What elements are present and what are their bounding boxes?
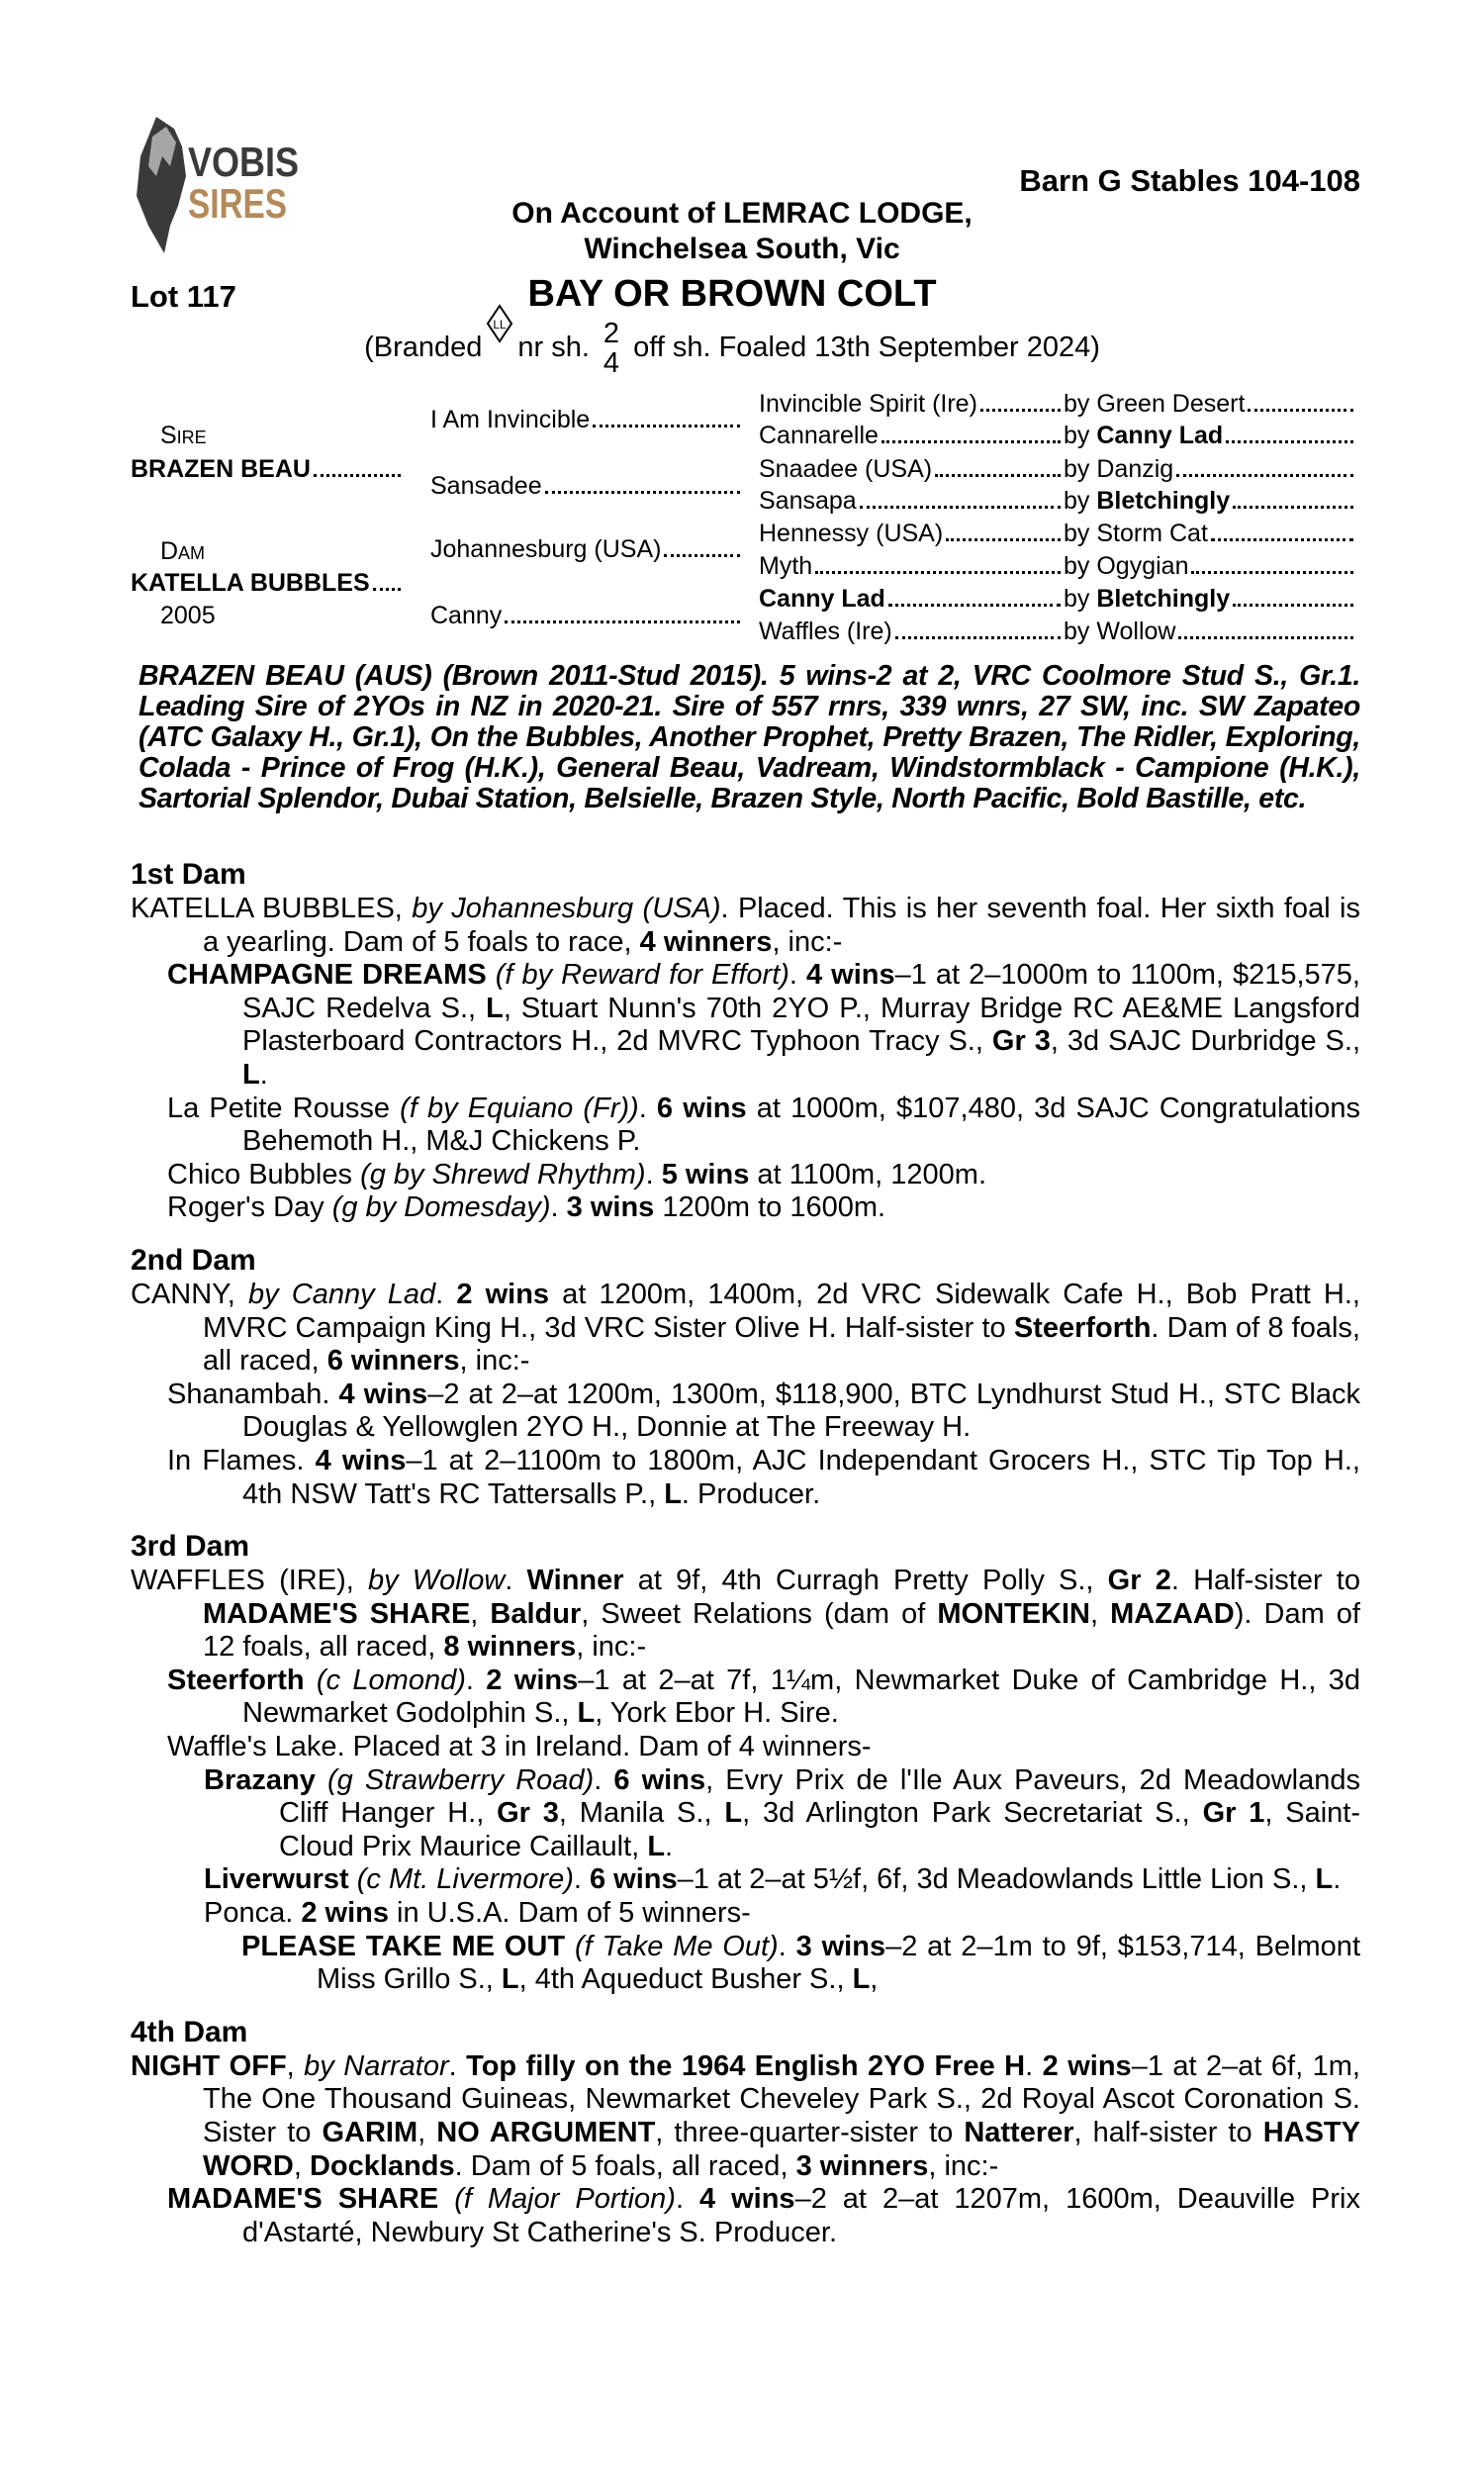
by-label: by	[1064, 487, 1097, 515]
text: at 9f, 4th Curragh Pretty Polly S.,	[623, 1565, 1108, 1597]
bold-text: Liverwurst	[204, 1863, 349, 1896]
text: –1 at 2–1100m to 1800m, AJC Independant Grocers H., STC Tip Top H., 4th NSW Tatt's RC Tattersalls P.,	[242, 1444, 1360, 1510]
great-grandparent-name: Invincible Spirit (Ire)	[759, 390, 977, 418]
by-label: by	[1064, 552, 1097, 580]
by-label: by	[1064, 422, 1097, 449]
bold-text: 4 wins	[806, 959, 895, 992]
progeny-entry	[131, 1159, 1360, 1192]
great-grandsire-name: Canny Lad	[1096, 422, 1224, 449]
text: CANNY,	[131, 1278, 248, 1310]
progeny-entry	[131, 1863, 1360, 1897]
text: WAFFLES (IRE),	[131, 1565, 368, 1597]
dam-name	[131, 568, 403, 598]
bold-text: L	[1315, 1863, 1334, 1896]
text: .	[665, 1830, 674, 1862]
great-grandparent	[759, 617, 1063, 646]
text: .	[778, 1930, 796, 1962]
text: .	[550, 1191, 567, 1224]
text: –1 at 2–1000m to 1100m, $215,575, SAJC Redelva S.,	[242, 959, 1360, 1024]
bold-text: L	[577, 1697, 596, 1730]
bold-text: 4 wins	[698, 2183, 795, 2216]
by-label: by	[1064, 455, 1097, 483]
progeny-entry	[131, 1093, 1360, 1159]
brand-fraction	[603, 319, 619, 378]
italic-text: by Narrator	[304, 2049, 449, 2082]
great-grandsire	[1064, 551, 1355, 581]
dam-name-text: KATELLA BUBBLES	[131, 569, 370, 597]
text: –2 at 2–at 1200m, 1300m, $118,900, BTC Lyndhurst Stud H., STC Black Douglas & Yellowglen 2YO H., Donnie at The Freeway H.	[242, 1378, 1360, 1444]
text: .	[435, 1278, 457, 1310]
italic-text: (g Strawberry Road)	[315, 1763, 595, 1796]
text: –1 at 2–at 5½f, 6f, 3d Meadowlands Little Lion S.,	[677, 1863, 1316, 1896]
great-grandsire	[1064, 584, 1355, 614]
italic-text: (c Mt. Livermore)	[348, 1863, 574, 1896]
text: Ponca.	[204, 1897, 302, 1930]
bold-text: NO ARGUMENT	[436, 2117, 656, 2148]
text: , Sweet Relations (dam of	[581, 1597, 938, 1630]
great-grandparent	[759, 519, 1063, 548]
text: .	[594, 1763, 614, 1796]
section-heading: 1st Dam	[131, 858, 246, 891]
great-grandparent-name: Canny Lad	[759, 585, 885, 613]
dam-year: 2005	[160, 602, 216, 629]
text: , Evry Prix de l'Ile Aux Paveurs, 2d Meadowlands Cliff Hanger H.,	[279, 1763, 1360, 1830]
bold-text: 2 wins	[301, 1897, 389, 1930]
bold-text: 8 winners	[443, 1631, 577, 1664]
text: –2 at 2–1m to 9f, $153,714, Belmont Miss Grillo S.,	[317, 1930, 1360, 1996]
grandparent-name: I Am Invincible	[430, 406, 591, 433]
bold-text: Gr 1	[1202, 1797, 1265, 1830]
dam-section	[131, 2015, 1360, 2250]
great-grandparent	[759, 551, 1063, 581]
great-grandsire-name: Ogygian	[1096, 552, 1189, 580]
text: , inc:-	[576, 1631, 647, 1664]
dam-section	[131, 1243, 1360, 1511]
progeny-entry	[131, 1445, 1360, 1511]
dam-entry	[131, 1565, 1360, 1665]
text: , 3d Arlington Park Secretariat S.,	[742, 1797, 1203, 1830]
brand-prefix: (Branded	[364, 332, 483, 363]
bold-text: 4 wins	[315, 1444, 407, 1476]
bold-text: CHAMPAGNE DREAMS	[167, 959, 487, 992]
text: In Flames.	[167, 1444, 316, 1476]
bold-text: Winner	[526, 1565, 624, 1597]
bold-text: MADAME'S SHARE	[167, 2183, 439, 2216]
text: in U.S.A. Dam of 5 winners-	[389, 1897, 751, 1930]
dam-entry	[131, 893, 1360, 959]
bold-text: 6 wins	[589, 1863, 678, 1896]
progeny-entry	[131, 1931, 1360, 1997]
text: . Dam of 5 foals, all raced,	[454, 2149, 796, 2182]
great-grandparent	[759, 389, 1063, 419]
bold-text: Natterer	[964, 2117, 1074, 2148]
great-grandparent	[759, 584, 1063, 614]
bold-text: 6 wins	[656, 1092, 747, 1124]
great-grandparent-name: Cannarelle	[759, 422, 879, 449]
grandparent-name: Johannesburg (USA)	[430, 535, 662, 563]
bold-text: 3 wins	[795, 1930, 886, 1962]
progeny-entry	[131, 1665, 1360, 1731]
text: . Dam of 8 foals, all raced,	[203, 1311, 1360, 1378]
grandparent	[430, 534, 742, 564]
bold-text: 6 wins	[613, 1763, 706, 1796]
brand-near-shoulder: nr sh.	[517, 332, 590, 363]
vendor	[0, 196, 1484, 267]
text: , inc:-	[772, 925, 843, 958]
dam-section	[131, 1529, 1360, 1997]
great-grandparent-name: Myth	[759, 552, 813, 580]
fraction-top: 2	[603, 318, 620, 350]
text: –1 at 2–at 6f, 1m, The One Thousand Guineas, Newmarket Cheveley Park S., 2d Royal Ascot Coronation S. Sister to	[203, 2049, 1360, 2148]
bold-text: 5 wins	[661, 1158, 750, 1190]
great-grandparent	[759, 421, 1063, 450]
bold-text: MONTEKIN	[937, 1597, 1090, 1630]
text: 1200m to 1600m.	[654, 1191, 886, 1224]
vendor-line-2: Winchelsea South, Vic	[584, 233, 900, 265]
great-grandsire-name: Wollow	[1096, 618, 1176, 645]
text: .	[259, 1058, 268, 1091]
brand-symbol: LL	[493, 318, 508, 333]
text: KATELLA BUBBLES,	[131, 893, 413, 924]
sire-summary: BRAZEN BEAU (AUS) (Brown 2011-Stud 2015). 5 wins-2 at 2, VRC Coolmore Stud S., Gr.1. Leading Sire of 2YOs in NZ in 2020-21. Sire of 557 rnrs, 339 wnrs, 27 SW, inc. SW Zapateo (ATC Galaxy H., Gr.1), On the Bubbles, Another Prophet, Pretty Brazen, The Ridler, Exploring, Colada - Prince of Frog (H.K.), General Beau, Vadream, Windstormblack - Campione (H.K.), Sartorial Splendor, Dubai Station, Belsielle, Brazen Style, North Pacific, Bold Bastille, etc.	[139, 660, 1360, 814]
great-grandparent-name: Waffles (Ire)	[759, 618, 892, 645]
bold-text: L	[242, 1058, 260, 1091]
text: .	[573, 1863, 590, 1896]
text: , Saint-Cloud Prix Maurice Caillault,	[279, 1797, 1361, 1862]
great-grandsire	[1064, 454, 1355, 484]
text: . Half-sister to	[1170, 1565, 1360, 1597]
progeny-entry	[131, 2183, 1360, 2249]
great-grandsire	[1064, 519, 1355, 548]
brand-diamond-icon	[486, 302, 513, 367]
bold-text: L	[501, 1963, 519, 1996]
text: Waffle's Lake. Placed at 3 in Ireland. Dam of 4 winners-	[167, 1731, 872, 1763]
text: . Placed. This is her seventh foal. Her sixth foal is a yearling. Dam of 5 foals to race,	[203, 893, 1360, 958]
great-grandsire-name: Green Desert	[1096, 390, 1246, 418]
italic-text: by Canny Lad	[247, 1278, 436, 1310]
vendor-line-1: On Account of LEMRAC LODGE,	[511, 197, 973, 230]
dam-entry	[131, 1279, 1360, 1379]
text: .	[645, 1158, 662, 1190]
text: .	[1025, 2049, 1043, 2082]
section-heading: 3rd Dam	[131, 1530, 250, 1564]
sire-name-text: BRAZEN BEAU	[131, 455, 311, 483]
progeny-entry	[131, 1897, 1360, 1931]
italic-text: (f Take Me Out)	[565, 1930, 779, 1962]
text: ,	[470, 1597, 491, 1630]
by-label: by	[1064, 618, 1097, 645]
text: ,	[1089, 1597, 1111, 1630]
italic-text: by Wollow	[367, 1565, 506, 1597]
bold-text: GARIM	[322, 2117, 418, 2148]
bold-text: L	[647, 1830, 666, 1862]
bold-text: L	[852, 1963, 871, 1996]
italic-text: (f by Equiano (Fr))	[400, 1092, 639, 1124]
text: , 3d SAJC Durbridge S.,	[1050, 1025, 1360, 1058]
dam-label: Dam	[160, 537, 206, 565]
bold-text: L	[664, 1477, 682, 1510]
italic-text: (g by Domesday)	[331, 1191, 551, 1224]
text: , inc:-	[459, 1345, 530, 1378]
dam-sections	[131, 857, 1360, 2267]
great-grandparent	[759, 454, 1063, 484]
bold-text: Baldur	[490, 1597, 582, 1630]
dam-entry	[131, 2050, 1360, 2183]
text: .	[638, 1092, 657, 1124]
text: , inc:-	[928, 2149, 999, 2182]
great-grandsire	[1064, 486, 1355, 516]
great-grandparent-name: Hennessy (USA)	[759, 520, 944, 547]
italic-text: (f Major Portion)	[438, 2183, 676, 2216]
dam-section	[131, 857, 1360, 1225]
great-grandsire-name: Bletchingly	[1096, 487, 1231, 515]
grandparent	[430, 405, 742, 434]
text: . Producer.	[681, 1477, 821, 1510]
text: –2 at 2–at 1207m, 1600m, Deauville Prix d'Astarté, Newbury St Catherine's S. Producer.	[242, 2183, 1360, 2248]
italic-text: (c Lomond)	[304, 1664, 466, 1696]
text: at 1000m, $107,480, 3d SAJC Congratulations Behemoth H., M&J Chickens P.	[242, 1092, 1360, 1158]
grandparent	[430, 601, 742, 630]
section-heading: 2nd Dam	[131, 1243, 256, 1277]
bold-text: Top filly on the 1964 English 2YO Free H	[466, 2049, 1026, 2082]
bold-text: L	[486, 992, 504, 1024]
text: Shanambah.	[167, 1378, 339, 1410]
text: .	[505, 1565, 527, 1597]
bold-text: MAZAAD	[1110, 1597, 1235, 1630]
bold-text: Steerforth	[167, 1664, 305, 1696]
bold-text: Gr 3	[991, 1025, 1051, 1058]
text: La Petite Rousse	[167, 1092, 401, 1124]
by-label: by	[1064, 390, 1097, 418]
text: .	[448, 2049, 467, 2082]
bold-text: 4 winners	[639, 925, 773, 958]
text: at 1100m, 1200m.	[749, 1158, 987, 1190]
bold-text: L	[724, 1797, 743, 1830]
text: Chico Bubbles	[167, 1158, 361, 1190]
text: Roger's Day	[167, 1191, 332, 1224]
bold-text: Gr 3	[497, 1797, 559, 1830]
lot-number: Lot 117	[131, 279, 236, 314]
italic-text: by Johannesburg (USA)	[412, 893, 721, 924]
text: at 1200m, 1400m, 2d VRC Sidewalk Cafe H., Bob Pratt H., MVRC Campaign King H., 3d VRC Sister Olive H. Half-sister to	[203, 1278, 1360, 1344]
text: .	[788, 959, 807, 992]
italic-text: (g by Shrewd Rhythm)	[360, 1158, 646, 1190]
bold-text: HASTY WORD	[203, 2117, 1360, 2182]
bold-text: Steerforth	[1013, 1311, 1152, 1344]
grandparent	[430, 471, 742, 501]
text: .	[675, 2183, 699, 2216]
barn-location: Barn G Stables 104-108	[1019, 163, 1360, 198]
great-grandparent	[759, 486, 1063, 516]
italic-text: (f by Reward for Effort)	[486, 959, 789, 992]
progeny-entry	[131, 1191, 1360, 1225]
text: ,	[417, 2117, 437, 2148]
colour-sex-title: BAY OR BROWN COLT	[527, 273, 937, 315]
section-heading: 4th Dam	[131, 2015, 248, 2048]
svg-text:SIRES: SIRES	[188, 180, 287, 227]
fraction-bottom: 4	[603, 347, 620, 380]
text: ,	[293, 2149, 310, 2182]
bold-text: 4 wins	[338, 1378, 428, 1410]
bold-text: Gr 2	[1107, 1565, 1171, 1597]
bold-text: 2 wins	[1042, 2049, 1132, 2082]
text: .	[1333, 1863, 1342, 1896]
brand-suffix: off sh. Foaled 13th September 2024)	[633, 332, 1100, 363]
progeny-entry	[131, 1731, 1360, 1764]
progeny-entry	[131, 1764, 1360, 1864]
bold-text: Docklands	[309, 2149, 455, 2182]
sire-label: Sire	[160, 422, 207, 449]
text: , 4th Aqueduct Busher S.,	[518, 1963, 853, 1996]
text: , York Ebor H. Sire.	[595, 1697, 839, 1730]
brand-line	[0, 315, 1464, 381]
bold-text: 2 wins	[456, 1278, 550, 1310]
bold-text: MADAME'S SHARE	[203, 1597, 471, 1630]
bold-text: NIGHT OFF	[131, 2049, 287, 2082]
text: , Manila S.,	[558, 1797, 725, 1830]
progeny-entry	[131, 959, 1360, 1092]
text: .	[465, 1664, 487, 1696]
text: , three-quarter-sister to	[655, 2117, 965, 2148]
great-grandparent-name: Snaadee (USA)	[759, 455, 933, 483]
great-grandsire-name: Bletchingly	[1096, 585, 1231, 613]
great-grandsire	[1064, 617, 1355, 646]
grandparent-name: Sansadee	[430, 472, 542, 500]
text: ,	[286, 2049, 305, 2082]
great-grandparent-name: Sansapa	[759, 487, 857, 515]
bold-text: 3 wins	[566, 1191, 655, 1224]
bold-text: 6 winners	[326, 1345, 460, 1378]
svg-text:VOBIS: VOBIS	[188, 139, 299, 185]
bold-text: 3 winners	[795, 2149, 929, 2182]
grandparent-name: Canny	[430, 602, 503, 629]
by-label: by	[1064, 585, 1097, 613]
bold-text: 2 wins	[486, 1664, 579, 1696]
text: , half-sister to	[1073, 2117, 1263, 2148]
great-grandsire-name: Danzig	[1096, 455, 1174, 483]
bold-text: PLEASE TAKE ME OUT	[241, 1930, 566, 1962]
text: –1 at 2–at 7f, 1¼m, Newmarket Duke of Cambridge H., 3d Newmarket Godolphin S.,	[242, 1664, 1360, 1730]
great-grandsire	[1064, 421, 1355, 450]
bold-text: Brazany	[204, 1763, 316, 1796]
by-label: by	[1064, 520, 1097, 547]
great-grandsire-name: Storm Cat	[1096, 520, 1208, 547]
text: , Stuart Nunn's 70th 2YO P., Murray Bridge RC AE&ME Langsford Plasterboard Contractors H., 2d MVRC Typhoon Tracy S.,	[242, 992, 1360, 1058]
great-grandsire	[1064, 389, 1355, 419]
text: ,	[870, 1963, 879, 1996]
text: ). Dam of 12 foals, all raced,	[203, 1597, 1360, 1664]
progeny-entry	[131, 1379, 1360, 1445]
sire-name	[131, 454, 403, 484]
